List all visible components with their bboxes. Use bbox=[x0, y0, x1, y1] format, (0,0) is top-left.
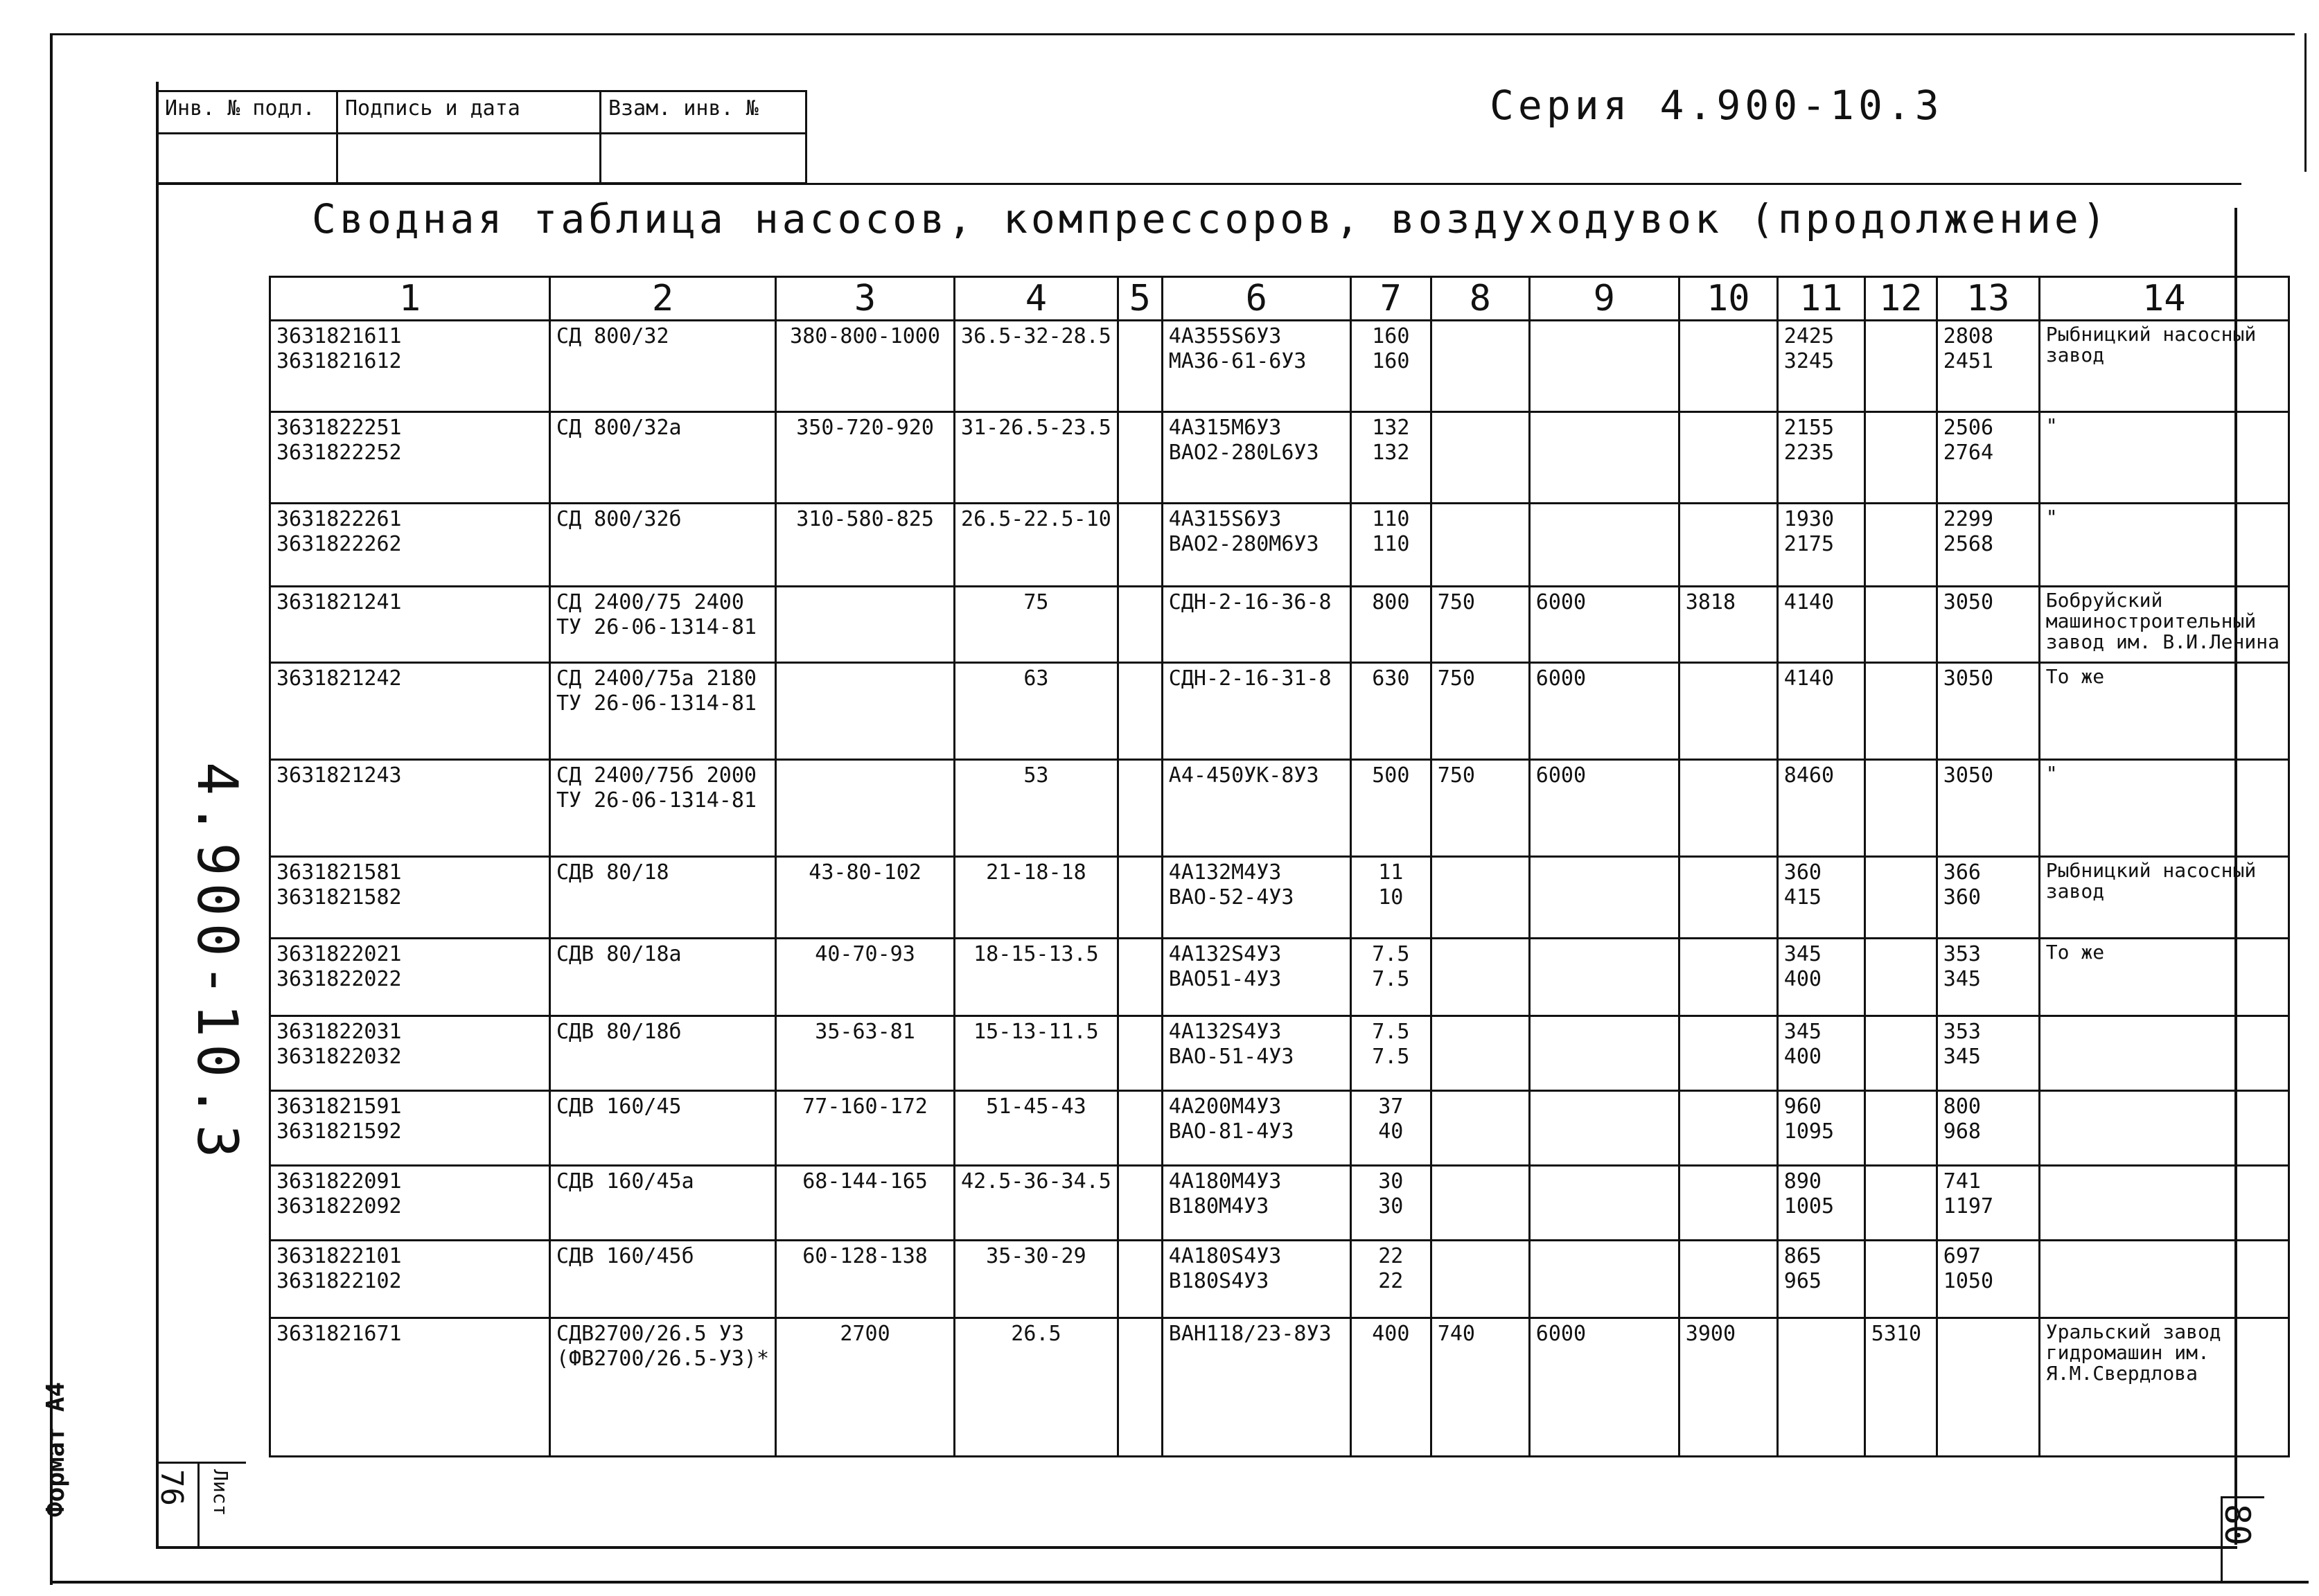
cell-col-9 bbox=[1529, 1166, 1679, 1241]
cell-col-9 bbox=[1529, 1091, 1679, 1166]
cell-col-12 bbox=[1864, 760, 1937, 857]
cell-col-4: 63 bbox=[955, 663, 1118, 760]
cell-col-2: СД 800/32а bbox=[550, 412, 776, 504]
cell-col-9 bbox=[1529, 1016, 1679, 1091]
cell-col-1: 3631822101 3631822102 bbox=[270, 1241, 550, 1318]
cell-col-1: 3631822251 3631822252 bbox=[270, 412, 550, 504]
cell-col-4: 42.5-36-34.5 bbox=[955, 1166, 1118, 1241]
cell-col-9: 6000 bbox=[1529, 760, 1679, 857]
cell-col-9 bbox=[1529, 321, 1679, 412]
cell-col-12 bbox=[1864, 939, 1937, 1016]
cell-col-8 bbox=[1431, 1166, 1529, 1241]
cell-col-10 bbox=[1679, 504, 1777, 587]
cell-col-2: СДВ 80/18б bbox=[550, 1016, 776, 1091]
cell-col-6: СДН-2-16-31-8 bbox=[1162, 663, 1350, 760]
cell-col-5 bbox=[1118, 1166, 1162, 1241]
cell-col-11: 4140 bbox=[1777, 663, 1864, 760]
cell-col-5 bbox=[1118, 760, 1162, 857]
cell-col-11: 890 1005 bbox=[1777, 1166, 1864, 1241]
cell-col-7: 11 10 bbox=[1350, 857, 1431, 939]
column-header-7: 7 bbox=[1350, 277, 1431, 321]
cell-col-6: 4А132S4У3 ВАО51-4У3 bbox=[1162, 939, 1350, 1016]
approval-stamp bbox=[156, 90, 807, 184]
cell-col-5 bbox=[1118, 1318, 1162, 1457]
cell-col-2: СДВ 160/45б bbox=[550, 1241, 776, 1318]
page-title: Сводная таблица насосов, компрессоров, воздуходувок (продолжение) bbox=[312, 195, 2110, 242]
cell-col-3: 350-720-920 bbox=[776, 412, 955, 504]
cell-col-5 bbox=[1118, 1241, 1162, 1318]
cell-col-7: 400 bbox=[1350, 1318, 1431, 1457]
cell-col-9: 6000 bbox=[1529, 587, 1679, 663]
column-header-8: 8 bbox=[1431, 277, 1529, 321]
cell-col-5 bbox=[1118, 587, 1162, 663]
cell-col-2: СД 800/32б bbox=[550, 504, 776, 587]
cell-col-5 bbox=[1118, 939, 1162, 1016]
cell-col-14: " bbox=[2039, 760, 2289, 857]
format-text: Формат А4 bbox=[42, 1381, 70, 1517]
cell-col-8 bbox=[1431, 939, 1529, 1016]
cell-col-14 bbox=[2039, 1241, 2289, 1318]
cell-col-12: 5310 bbox=[1864, 1318, 1937, 1457]
cell-col-12 bbox=[1864, 1091, 1937, 1166]
cell-col-12 bbox=[1864, 1016, 1937, 1091]
column-header-14: 14 bbox=[2039, 277, 2289, 321]
cell-col-5 bbox=[1118, 1091, 1162, 1166]
list-label-cell bbox=[200, 1464, 242, 1547]
cell-col-5 bbox=[1118, 412, 1162, 504]
cell-col-13 bbox=[1937, 1318, 2039, 1457]
column-header-6: 6 bbox=[1162, 277, 1350, 321]
cell-col-3: 380-800-1000 bbox=[776, 321, 955, 412]
cell-col-2: СДВ 160/45а bbox=[550, 1166, 776, 1241]
cell-col-8: 740 bbox=[1431, 1318, 1529, 1457]
cell-col-4: 36.5-32-28.5 bbox=[955, 321, 1118, 412]
table-row bbox=[270, 587, 2289, 663]
cell-col-3: 2700 bbox=[776, 1318, 955, 1457]
cell-col-12 bbox=[1864, 663, 1937, 760]
cell-col-9 bbox=[1529, 504, 1679, 587]
cell-col-6: 4А180М4У3 В180М4У3 bbox=[1162, 1166, 1350, 1241]
table-row bbox=[270, 1091, 2289, 1166]
cell-col-7: 7.5 7.5 bbox=[1350, 939, 1431, 1016]
cell-col-6: 4А315S6У3 ВАО2-280М6У3 bbox=[1162, 504, 1350, 587]
cell-col-13: 2808 2451 bbox=[1937, 321, 2039, 412]
cell-col-9: 6000 bbox=[1529, 663, 1679, 760]
cell-col-8 bbox=[1431, 857, 1529, 939]
cell-col-10: 3818 bbox=[1679, 587, 1777, 663]
cell-col-3: 35-63-81 bbox=[776, 1016, 955, 1091]
cell-col-13: 2299 2568 bbox=[1937, 504, 2039, 587]
page-number-box bbox=[2217, 1496, 2264, 1581]
side-code-text: 4.900-10.3 bbox=[185, 762, 249, 1165]
cell-col-4: 75 bbox=[955, 587, 1118, 663]
cell-col-2: СД 2400/75а 2180 ТУ 26-06-1314-81 bbox=[550, 663, 776, 760]
cell-col-10 bbox=[1679, 321, 1777, 412]
cell-col-10 bbox=[1679, 1016, 1777, 1091]
list-box bbox=[156, 1462, 246, 1547]
cell-col-1: 3631822091 3631822092 bbox=[270, 1166, 550, 1241]
cell-col-1: 3631821581 3631821582 bbox=[270, 857, 550, 939]
table-row bbox=[270, 1016, 2289, 1091]
page-number: 80 bbox=[2217, 1504, 2257, 1546]
format-label bbox=[42, 1295, 97, 1517]
cell-col-12 bbox=[1864, 1241, 1937, 1318]
cell-col-13: 3050 bbox=[1937, 663, 2039, 760]
cell-col-3 bbox=[776, 663, 955, 760]
cell-col-5 bbox=[1118, 857, 1162, 939]
cell-col-6: СДН-2-16-36-8 bbox=[1162, 587, 1350, 663]
cell-col-3: 77-160-172 bbox=[776, 1091, 955, 1166]
frame-bottom-line bbox=[50, 1581, 2309, 1584]
cell-col-12 bbox=[1864, 321, 1937, 412]
cell-col-7: 630 bbox=[1350, 663, 1431, 760]
cell-col-11: 345 400 bbox=[1777, 1016, 1864, 1091]
cell-col-3: 43-80-102 bbox=[776, 857, 955, 939]
list-number: 76 bbox=[154, 1469, 189, 1506]
cell-col-4: 21-18-18 bbox=[955, 857, 1118, 939]
cell-col-7: 7.5 7.5 bbox=[1350, 1016, 1431, 1091]
cell-col-1: 3631821591 3631821592 bbox=[270, 1091, 550, 1166]
cell-col-14: Рыбницкий насосный завод bbox=[2039, 857, 2289, 939]
table-row bbox=[270, 760, 2289, 857]
cell-col-11: 1930 2175 bbox=[1777, 504, 1864, 587]
cell-col-10 bbox=[1679, 857, 1777, 939]
cell-col-14: То же bbox=[2039, 663, 2289, 760]
table-row bbox=[270, 1318, 2289, 1457]
cell-col-8 bbox=[1431, 1241, 1529, 1318]
table-row bbox=[270, 1241, 2289, 1318]
cell-col-11: 4140 bbox=[1777, 587, 1864, 663]
cell-col-9 bbox=[1529, 939, 1679, 1016]
cell-col-4: 35-30-29 bbox=[955, 1241, 1118, 1318]
side-code bbox=[166, 762, 249, 1178]
table-row bbox=[270, 321, 2289, 412]
table-row bbox=[270, 939, 2289, 1016]
cell-col-7: 22 22 bbox=[1350, 1241, 1431, 1318]
cell-col-3 bbox=[776, 587, 955, 663]
cell-col-14: " bbox=[2039, 412, 2289, 504]
cell-col-7: 160 160 bbox=[1350, 321, 1431, 412]
cell-col-13: 353 345 bbox=[1937, 939, 2039, 1016]
cell-col-11: 8460 bbox=[1777, 760, 1864, 857]
cell-col-6: 4А132М4У3 ВАО-52-4У3 bbox=[1162, 857, 1350, 939]
column-header-4: 4 bbox=[955, 277, 1118, 321]
cell-col-14: Рыбницкий насосный завод bbox=[2039, 321, 2289, 412]
stamp-inv-label: Инв. № подл. bbox=[165, 96, 315, 121]
cell-col-1: 3631822261 3631822262 bbox=[270, 504, 550, 587]
cell-col-2: СД 800/32 bbox=[550, 321, 776, 412]
cell-col-8: 750 bbox=[1431, 587, 1529, 663]
cell-col-8: 750 bbox=[1431, 760, 1529, 857]
cell-col-7: 30 30 bbox=[1350, 1166, 1431, 1241]
cell-col-2: СДВ 80/18 bbox=[550, 857, 776, 939]
cell-col-5 bbox=[1118, 504, 1162, 587]
stamp-underline bbox=[156, 183, 2241, 185]
cell-col-7: 132 132 bbox=[1350, 412, 1431, 504]
column-header-13: 13 bbox=[1937, 277, 2039, 321]
cell-col-7: 110 110 bbox=[1350, 504, 1431, 587]
cell-col-10 bbox=[1679, 412, 1777, 504]
cell-col-13: 741 1197 bbox=[1937, 1166, 2039, 1241]
cell-col-12 bbox=[1864, 412, 1937, 504]
pump-summary-table bbox=[269, 276, 2290, 1457]
cell-col-11: 960 1095 bbox=[1777, 1091, 1864, 1166]
cell-col-8 bbox=[1431, 504, 1529, 587]
table-row bbox=[270, 412, 2289, 504]
cell-col-11: 360 415 bbox=[1777, 857, 1864, 939]
cell-col-2: СДВ 160/45 bbox=[550, 1091, 776, 1166]
cell-col-4: 31-26.5-23.5 bbox=[955, 412, 1118, 504]
table-row bbox=[270, 504, 2289, 587]
table-header-row bbox=[270, 277, 2289, 321]
cell-col-5 bbox=[1118, 1016, 1162, 1091]
cell-col-14: Бобруйский машиностроительный завод им. В.И.Ленина bbox=[2039, 587, 2289, 663]
cell-col-14 bbox=[2039, 1166, 2289, 1241]
frame-right-edge bbox=[2304, 33, 2307, 172]
cell-col-8 bbox=[1431, 321, 1529, 412]
cell-col-5 bbox=[1118, 663, 1162, 760]
cell-col-1: 3631822031 3631822032 bbox=[270, 1016, 550, 1091]
cell-col-1: 3631821242 bbox=[270, 663, 550, 760]
table-row bbox=[270, 1166, 2289, 1241]
cell-col-2: СД 2400/75 2400 ТУ 26-06-1314-81 bbox=[550, 587, 776, 663]
cell-col-11: 865 965 bbox=[1777, 1241, 1864, 1318]
cell-col-7: 500 bbox=[1350, 760, 1431, 857]
cell-col-4: 51-45-43 bbox=[955, 1091, 1118, 1166]
cell-col-6: 4А200М4У3 ВАО-81-4У3 bbox=[1162, 1091, 1350, 1166]
cell-col-10 bbox=[1679, 1091, 1777, 1166]
list-label: Лист bbox=[209, 1469, 232, 1516]
cell-col-8: 750 bbox=[1431, 663, 1529, 760]
cell-col-14: То же bbox=[2039, 939, 2289, 1016]
cell-col-8 bbox=[1431, 1016, 1529, 1091]
cell-col-13: 800 968 bbox=[1937, 1091, 2039, 1166]
cell-col-1: 3631821671 bbox=[270, 1318, 550, 1457]
cell-col-3: 60-128-138 bbox=[776, 1241, 955, 1318]
cell-col-6: 4А355S6У3 МА36-61-6У3 bbox=[1162, 321, 1350, 412]
cell-col-10 bbox=[1679, 1166, 1777, 1241]
cell-col-1: 3631821243 bbox=[270, 760, 550, 857]
cell-col-12 bbox=[1864, 587, 1937, 663]
cell-col-10 bbox=[1679, 663, 1777, 760]
cell-col-13: 366 360 bbox=[1937, 857, 2039, 939]
cell-col-13: 2506 2764 bbox=[1937, 412, 2039, 504]
column-header-10: 10 bbox=[1679, 277, 1777, 321]
cell-col-4: 26.5-22.5-10 bbox=[955, 504, 1118, 587]
cell-col-12 bbox=[1864, 857, 1937, 939]
stamp-replace-cell bbox=[601, 92, 805, 182]
cell-col-7: 800 bbox=[1350, 587, 1431, 663]
cell-col-10 bbox=[1679, 760, 1777, 857]
cell-col-2: СДВ 80/18а bbox=[550, 939, 776, 1016]
cell-col-11 bbox=[1777, 1318, 1864, 1457]
cell-col-13: 353 345 bbox=[1937, 1016, 2039, 1091]
list-number-cell bbox=[156, 1464, 197, 1547]
table-row bbox=[270, 663, 2289, 760]
cell-col-9 bbox=[1529, 412, 1679, 504]
cell-col-14 bbox=[2039, 1016, 2289, 1091]
cell-col-6: А4-450УК-8У3 bbox=[1162, 760, 1350, 857]
cell-col-3: 40-70-93 bbox=[776, 939, 955, 1016]
cell-col-10 bbox=[1679, 939, 1777, 1016]
column-header-11: 11 bbox=[1777, 277, 1864, 321]
cell-col-13: 697 1050 bbox=[1937, 1241, 2039, 1318]
cell-col-11: 2425 3245 bbox=[1777, 321, 1864, 412]
cell-col-13: 3050 bbox=[1937, 587, 2039, 663]
cell-col-8 bbox=[1431, 412, 1529, 504]
stamp-signature-label: Подпись и дата bbox=[345, 96, 520, 121]
cell-col-1: 3631822021 3631822022 bbox=[270, 939, 550, 1016]
cell-col-4: 26.5 bbox=[955, 1318, 1118, 1457]
cell-col-3 bbox=[776, 760, 955, 857]
column-header-9: 9 bbox=[1529, 277, 1679, 321]
cell-col-1: 3631821241 bbox=[270, 587, 550, 663]
cell-col-2: СДВ2700/26.5 У3 (ФВ2700/26.5-У3)* bbox=[550, 1318, 776, 1457]
series-label: Серия 4.900-10.3 bbox=[1490, 82, 1943, 129]
cell-col-2: СД 2400/75б 2000 ТУ 26-06-1314-81 bbox=[550, 760, 776, 857]
cell-col-1: 3631821611 3631821612 bbox=[270, 321, 550, 412]
column-header-2: 2 bbox=[550, 277, 776, 321]
cell-col-9: 6000 bbox=[1529, 1318, 1679, 1457]
stamp-replace-label: Взам. инв. № bbox=[608, 96, 759, 121]
cell-col-10: 3900 bbox=[1679, 1318, 1777, 1457]
cell-col-14: " bbox=[2039, 504, 2289, 587]
stamp-signature-cell bbox=[338, 92, 601, 182]
column-header-12: 12 bbox=[1864, 277, 1937, 321]
stamp-inv-cell bbox=[158, 92, 338, 182]
cell-col-8 bbox=[1431, 1091, 1529, 1166]
cell-col-13: 3050 bbox=[1937, 760, 2039, 857]
cell-col-5 bbox=[1118, 321, 1162, 412]
column-header-3: 3 bbox=[776, 277, 955, 321]
cell-col-9 bbox=[1529, 857, 1679, 939]
cell-col-11: 345 400 bbox=[1777, 939, 1864, 1016]
cell-col-4: 18-15-13.5 bbox=[955, 939, 1118, 1016]
cell-col-3: 310-580-825 bbox=[776, 504, 955, 587]
cell-col-4: 15-13-11.5 bbox=[955, 1016, 1118, 1091]
cell-col-11: 2155 2235 bbox=[1777, 412, 1864, 504]
cell-col-6: ВАН118/23-8У3 bbox=[1162, 1318, 1350, 1457]
cell-col-3: 68-144-165 bbox=[776, 1166, 955, 1241]
cell-col-12 bbox=[1864, 504, 1937, 587]
cell-col-14 bbox=[2039, 1091, 2289, 1166]
cell-col-9 bbox=[1529, 1241, 1679, 1318]
cell-col-4: 53 bbox=[955, 760, 1118, 857]
cell-col-7: 37 40 bbox=[1350, 1091, 1431, 1166]
cell-col-14: Уральский завод гидромашин им. Я.М.Свердлова bbox=[2039, 1318, 2289, 1457]
cell-col-6: 4А180S4У3 В180S4У3 bbox=[1162, 1241, 1350, 1318]
column-header-1: 1 bbox=[270, 277, 550, 321]
column-header-5: 5 bbox=[1118, 277, 1162, 321]
table-row bbox=[270, 857, 2289, 939]
cell-col-12 bbox=[1864, 1166, 1937, 1241]
cell-col-6: 4А315М6У3 ВАО2-280L6У3 bbox=[1162, 412, 1350, 504]
cell-col-10 bbox=[1679, 1241, 1777, 1318]
cell-col-6: 4А132S4У3 ВАО-51-4У3 bbox=[1162, 1016, 1350, 1091]
